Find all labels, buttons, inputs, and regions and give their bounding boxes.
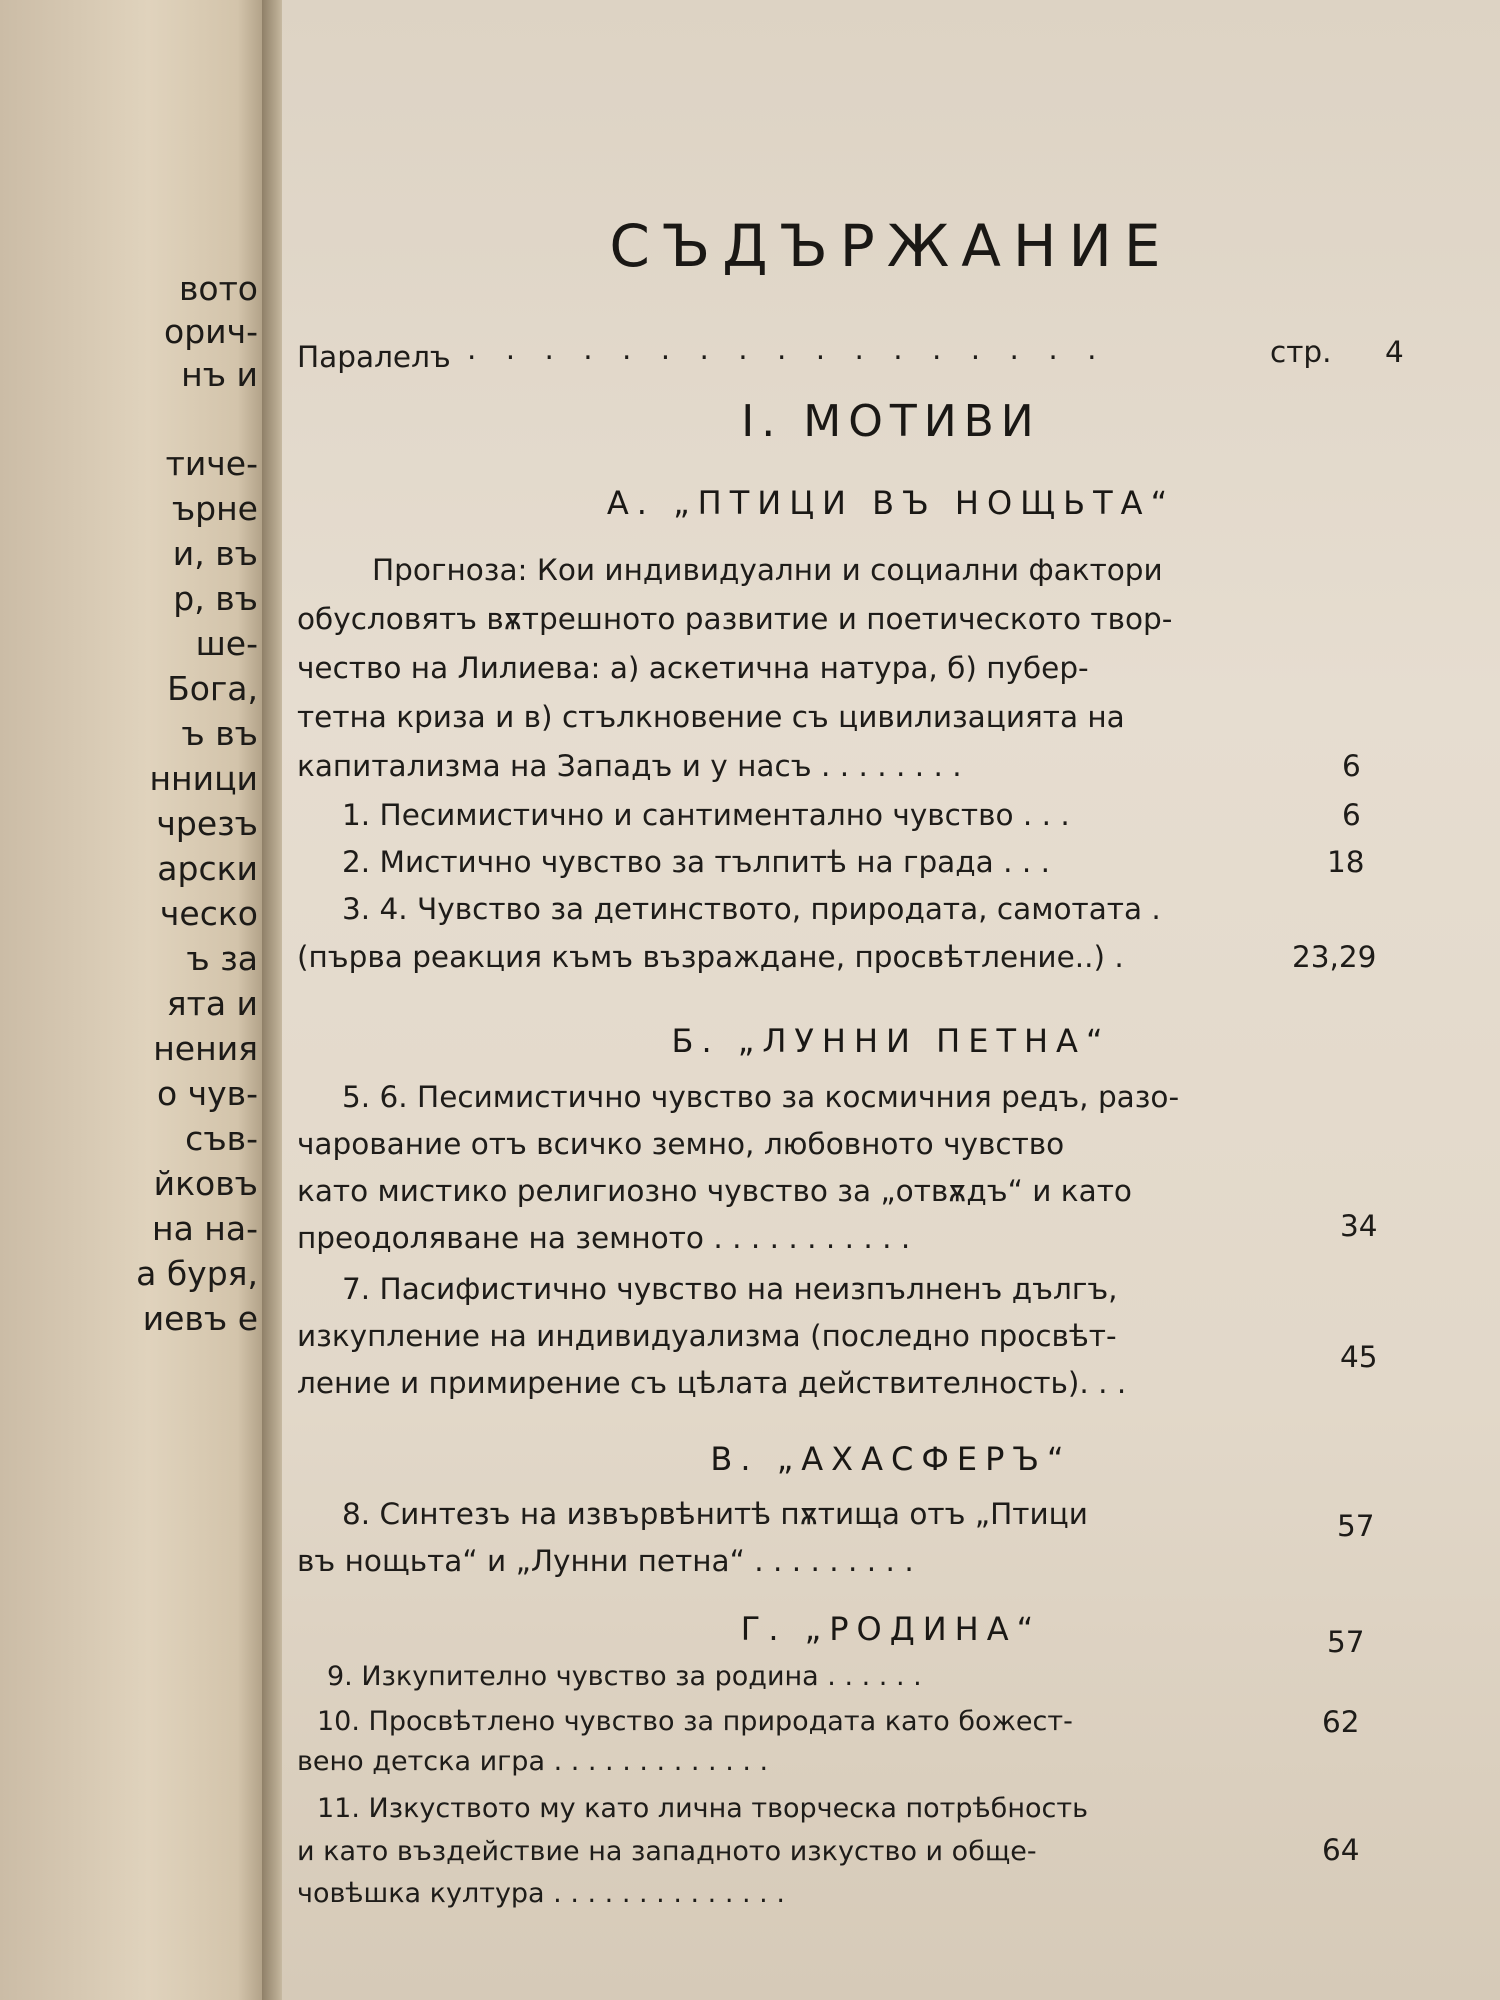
toc-entry-line: 8. Синтезъ на извървѣнитѣ пѫтища отъ „Птици bbox=[342, 1497, 1088, 1531]
toc-entry-line: вено детска игра . . . . . . . . . . . . . bbox=[297, 1746, 769, 1777]
section-title: Б. „ЛУННИ ПЕТНА“ bbox=[671, 1022, 1111, 1060]
toc-entry-line: изкупление на индивидуализма (последно просвѣт- bbox=[297, 1319, 1117, 1353]
previous-page-line: Бога, bbox=[167, 669, 258, 708]
previous-page-line: ърне bbox=[171, 489, 258, 528]
page-title: СЪДЪРЖАНИЕ bbox=[609, 212, 1173, 280]
prognosis-line: капитализма на Западъ и у насъ . . . . . . . . bbox=[297, 749, 962, 783]
toc-entry-line: 1. Песимистично и сантиментално чувство . . . bbox=[342, 798, 1070, 832]
previous-page-line: чрезъ bbox=[156, 804, 258, 843]
toc-page-number: 23,29 bbox=[1292, 940, 1377, 974]
toc-entry-line: ление и примирение съ цѣлата действителность). . . bbox=[297, 1366, 1127, 1400]
previous-page-line: тиче- bbox=[165, 444, 258, 483]
toc-page-number: 4 bbox=[1385, 335, 1404, 369]
part-title: I. МОТИВИ bbox=[741, 396, 1041, 447]
toc-page-number: 6 bbox=[1342, 749, 1361, 783]
toc-entry-line: преодоляване на земното . . . . . . . . . . . bbox=[297, 1221, 911, 1255]
previous-page-line: иевъ е bbox=[142, 1299, 258, 1338]
toc-page-number: 57 bbox=[1327, 1625, 1365, 1659]
toc-entry-line: 3. 4. Чувство за детинството, природата, самотата . bbox=[342, 892, 1161, 926]
toc-entry-line: и като въздействие на западното изкуство и обще- bbox=[297, 1836, 1037, 1867]
toc-page-number: 34 bbox=[1340, 1209, 1378, 1243]
previous-page-line: ческо bbox=[159, 894, 258, 933]
previous-page-line: арски bbox=[157, 849, 258, 888]
toc-entry-line: 10. Просвѣтлено чувство за природата като божест- bbox=[317, 1706, 1073, 1737]
contents-page bbox=[282, 0, 1500, 2000]
section-title: В. „АХАСФЕРЪ“ bbox=[710, 1440, 1072, 1478]
previous-page-line: и, въ bbox=[172, 534, 258, 573]
previous-page-edge bbox=[0, 0, 270, 2000]
toc-page-number: 45 bbox=[1340, 1340, 1378, 1374]
toc-entry-line: 11. Изкуството му като лична творческа потрѣбность bbox=[317, 1793, 1088, 1824]
toc-page-number: 18 bbox=[1327, 845, 1365, 879]
toc-entry-line: човѣшка култура . . . . . . . . . . . . . . bbox=[297, 1878, 785, 1909]
toc-entry-label: Паралелъ bbox=[297, 340, 451, 374]
toc-leader-dots: . . . . . . . . . . . . . . . . . bbox=[467, 332, 1107, 366]
toc-entry-line: като мистико религиозно чувство за „отвѫдъ“ и като bbox=[297, 1174, 1132, 1208]
previous-page-line: ъ за bbox=[186, 939, 258, 978]
previous-page-line: йковъ bbox=[153, 1164, 258, 1203]
toc-page-number: 64 bbox=[1322, 1833, 1360, 1867]
previous-page-line: нъ и bbox=[181, 355, 258, 394]
toc-entry-line: въ нощьта“ и „Лунни петна“ . . . . . . . . . bbox=[297, 1544, 914, 1578]
previous-page-line: орич- bbox=[164, 312, 258, 351]
previous-page-line: ята и bbox=[166, 984, 258, 1023]
section-title: Г. „РОДИНА“ bbox=[740, 1610, 1042, 1648]
previous-page-line: нения bbox=[153, 1029, 258, 1068]
toc-entry-line: 9. Изкупително чувство за родина . . . . . . bbox=[327, 1661, 922, 1692]
previous-page-line: вото bbox=[178, 269, 258, 308]
previous-page-line: на на- bbox=[152, 1209, 258, 1248]
previous-page-line: ше- bbox=[195, 624, 258, 663]
previous-page-line: о чув- bbox=[156, 1074, 258, 1113]
toc-entry-line: 2. Мистично чувство за тълпитѣ на града . . . bbox=[342, 845, 1050, 879]
toc-entry-line: 7. Пасифистично чувство на неизпълненъ дългъ, bbox=[342, 1272, 1118, 1306]
previous-page-line: ъ въ bbox=[181, 714, 258, 753]
prognosis-line: Прогноза: Кои индивидуални и социални фактори bbox=[372, 553, 1163, 587]
section-title: А. „ПТИЦИ ВЪ НОЩЬТА“ bbox=[606, 484, 1176, 522]
toc-entry-line: (първа реакция къмъ възраждане, просвѣтление..) . bbox=[297, 940, 1124, 974]
prognosis-line: чество на Лилиева: а) аскетична натура, б) пубер- bbox=[297, 651, 1089, 685]
toc-page-number: 62 bbox=[1322, 1705, 1360, 1739]
prognosis-line: обусловятъ вѫтрешното развитие и поетическото твор- bbox=[297, 602, 1173, 636]
toc-page-number: 57 bbox=[1337, 1509, 1375, 1543]
previous-page-line: съв- bbox=[185, 1119, 258, 1158]
toc-page-number: 6 bbox=[1342, 798, 1361, 832]
previous-page-line: р, въ bbox=[173, 579, 258, 618]
previous-page-line: нници bbox=[149, 759, 258, 798]
toc-page-prefix: стр. bbox=[1270, 335, 1332, 369]
toc-entry-line: 5. 6. Песимистично чувство за космичния редъ, разо- bbox=[342, 1080, 1180, 1114]
toc-entry-line: чарование отъ всичко земно, любовното чувство bbox=[297, 1127, 1065, 1161]
prognosis-line: тетна криза и в) стълкновение съ цивилизацията на bbox=[297, 700, 1125, 734]
previous-page-line: а буря, bbox=[136, 1254, 258, 1293]
